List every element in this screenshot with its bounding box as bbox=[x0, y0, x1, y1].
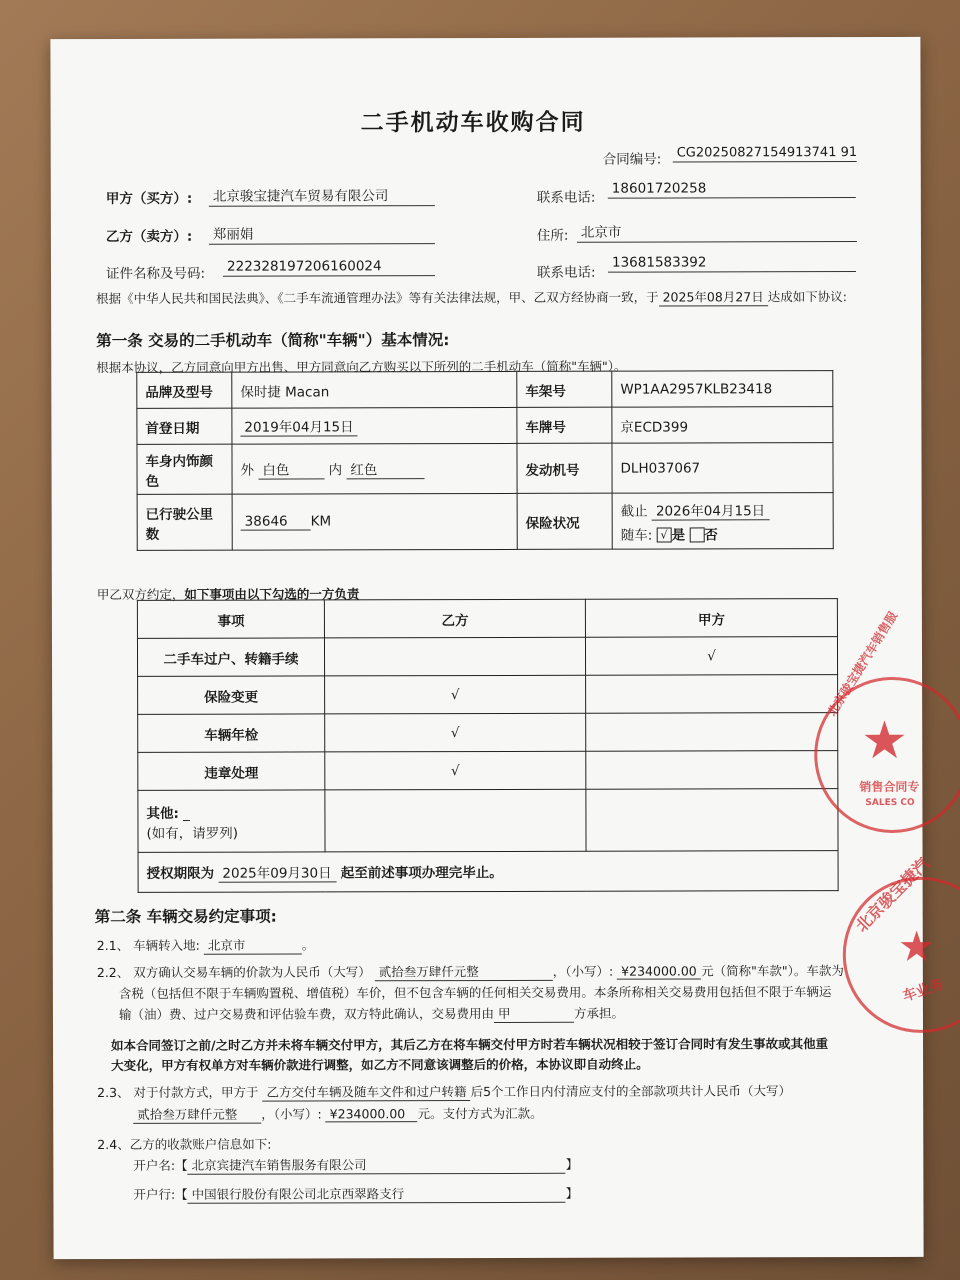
contract-title: 二手机动车收购合同 bbox=[360, 109, 586, 137]
clause-2-2-line2: 含税（包括但不限于车辆购置税、增值税）车价，但不包含车辆的任何相关交易费用。本条所称相关交易费用包括但不限于车辆运 bbox=[118, 984, 832, 1001]
duty-inspection: 车辆年检 bbox=[138, 714, 325, 752]
duty-inspection-a bbox=[586, 713, 838, 752]
duty-insurance: 保险变更 bbox=[138, 676, 325, 714]
duty-other-a bbox=[586, 789, 838, 852]
duty-other: 其他: _ (如有，请罗列) bbox=[138, 790, 325, 852]
seal-star-icon: ★ bbox=[861, 710, 908, 772]
party-a-phone: 18601720258 bbox=[608, 180, 856, 199]
article-2-title: 第二条 车辆交易约定事项: bbox=[94, 907, 277, 927]
bold-clause-line1: 如本合同签订之前/之时乙方并未将车辆交付甲方，其后乙方在将车辆交付甲方时若车辆状况相较于签订合同时有发生事故或其他重 bbox=[111, 1036, 829, 1053]
party-b-phone: 13681583392 bbox=[608, 254, 856, 273]
duty-inspection-b: √ bbox=[325, 713, 586, 752]
plate-label: 车牌号 bbox=[517, 407, 612, 443]
seal-2-bottom-text: 车业务 bbox=[900, 976, 946, 1005]
duty-transfer: 二手车过户、转籍手续 bbox=[137, 638, 324, 676]
id-label: 证件名称及号码: bbox=[105, 265, 206, 282]
color-label: 车身内饰颜色 bbox=[137, 444, 232, 494]
insurance-label: 保险状况 bbox=[517, 493, 612, 549]
mileage-label: 已行驶公里数 bbox=[137, 494, 232, 550]
duty-other-b bbox=[325, 789, 586, 852]
insurance-value: 截止 2026年04月15日 随车: √ 是 否 bbox=[612, 493, 833, 550]
mileage-value: 38646 KM bbox=[232, 493, 517, 550]
clause-2-2-line3: 输（油）费、过户交易费和评估验车费，双方特此确认，交易费用由 甲 方承担。 bbox=[118, 1005, 625, 1022]
company-seal-2 bbox=[843, 854, 960, 1033]
seal-2-top-text: 北京骏宝捷汽 bbox=[851, 854, 934, 936]
engine-value: DLH037067 bbox=[612, 443, 833, 494]
account-bank: 开户行:【 中国银行股份有限公司北京西翠路支行 】 bbox=[133, 1185, 579, 1202]
party-b-name: 郑丽娟 bbox=[209, 222, 435, 245]
clause-2-3-line2: 贰拾叁万肆仟元整 ，（小写）: ¥234000.00 元。支付方式为汇款。 bbox=[133, 1104, 543, 1124]
brand-value: 保时捷 Macan bbox=[232, 371, 517, 408]
reg-date-label: 首登日期 bbox=[137, 408, 232, 444]
party-a-label: 甲方（买方）: bbox=[105, 190, 193, 207]
contract-no-label: 合同编号: bbox=[602, 151, 662, 168]
vehicle-info-table bbox=[136, 370, 833, 551]
clause-2-3-line1: 2.3、 对于付款方式，甲方于 乙方交付车辆及随车文件和过户转籍 后5个工作日内付清应支付的全部款项共计人民币（大写） bbox=[97, 1083, 792, 1101]
brand-label: 品牌及型号 bbox=[137, 372, 232, 408]
party-b-phone-label: 联系电话: bbox=[536, 264, 596, 281]
seal-1-mid-text: 销售合同专 bbox=[859, 779, 920, 795]
duties-header-item: 事项 bbox=[137, 600, 324, 638]
clause-2-2-line1: 2.2、 双方确认交易车辆的价款为人民币（大写） 贰拾叁万肆仟元整 ，（小写）: ¥234000.00 元（简称"车款"）。车款为 bbox=[96, 963, 844, 981]
vin-value: WP1AA2957KLB23418 bbox=[612, 371, 833, 408]
party-a-name: 北京骏宝捷汽车贸易有限公司 bbox=[209, 184, 435, 207]
plate-value: 京ECD399 bbox=[612, 407, 833, 444]
contract-no-value: CG20250827154913741 91 bbox=[673, 145, 857, 162]
account-holder: 开户名:【 北京宾捷汽车销售服务有限公司 】 bbox=[133, 1156, 579, 1173]
clause-2-1: 2.1、 车辆转入地: 北京市 。 bbox=[96, 937, 315, 954]
preamble: 根据《中华人民共和国民法典》、《二手车流通管理办法》等有关法律法规，甲、乙双方经协商一致，于 2025年08月27日 达成如下协议: bbox=[96, 289, 847, 307]
interior-color: 红色 bbox=[346, 458, 424, 479]
sign-date: 2025年08月27日 bbox=[659, 287, 768, 306]
contract-paper bbox=[50, 37, 946, 1259]
duties-header-party-a: 甲方 bbox=[585, 599, 837, 638]
article-1-title: 第一条 交易的二手机动车（简称"车辆"）基本情况: bbox=[96, 331, 450, 351]
duty-insurance-b: √ bbox=[325, 675, 586, 714]
party-b-label: 乙方（卖方）: bbox=[105, 228, 193, 245]
party-a-phone-label: 联系电话: bbox=[536, 189, 596, 206]
seal-1-top-text: 北京骏宝捷汽车销售服 bbox=[824, 609, 901, 719]
duties-intro: 甲乙双方约定，如下事项由以下勾选的一方负责 bbox=[96, 586, 360, 603]
duties-header-party-b: 乙方 bbox=[324, 599, 585, 638]
duty-insurance-a bbox=[586, 675, 838, 714]
vin-label: 车架号 bbox=[517, 371, 612, 407]
duty-violation-b: √ bbox=[325, 751, 586, 790]
bold-clause-line2: 大变化，甲方有权单方对车辆价款进行调整，如乙方不同意该调整后的价格，本协议即自动终止。 bbox=[111, 1056, 649, 1073]
seal-2-star-icon: ★ bbox=[897, 921, 936, 971]
color-value: 外 白色 内 红色 bbox=[232, 443, 517, 494]
exterior-color: 白色 bbox=[258, 458, 324, 479]
seal-1-en-text: SALES CO bbox=[865, 797, 915, 809]
engine-label: 发动机号 bbox=[517, 443, 612, 493]
duty-transfer-b bbox=[324, 637, 585, 676]
duty-violation: 违章处理 bbox=[138, 752, 325, 790]
duties-table bbox=[137, 598, 839, 893]
id-number: 222328197206160024 bbox=[223, 258, 435, 277]
duty-violation-a bbox=[586, 751, 838, 790]
authorization-period: 授权期限为 2025年09月30日 起至前述事项办理完毕止。 bbox=[138, 851, 838, 893]
no-checkbox bbox=[689, 527, 704, 542]
clause-2-4: 2.4、乙方的收款账户信息如下: bbox=[97, 1136, 272, 1153]
article-1-intro: 根据本协议，乙方同意向甲方出售、甲方同意向乙方购买以下所列的二手机动车（简称"车辆"）。 bbox=[96, 358, 627, 376]
party-b-address-label: 住所: bbox=[536, 227, 569, 244]
company-seal-1 bbox=[814, 609, 960, 833]
duty-transfer-a: √ bbox=[585, 637, 837, 676]
reg-date-value: 2019年04月15日 bbox=[232, 407, 517, 444]
auth-date: 2025年09月30日 bbox=[218, 861, 336, 882]
yes-checkbox: √ bbox=[657, 528, 672, 543]
party-b-address: 北京市 bbox=[577, 220, 857, 243]
